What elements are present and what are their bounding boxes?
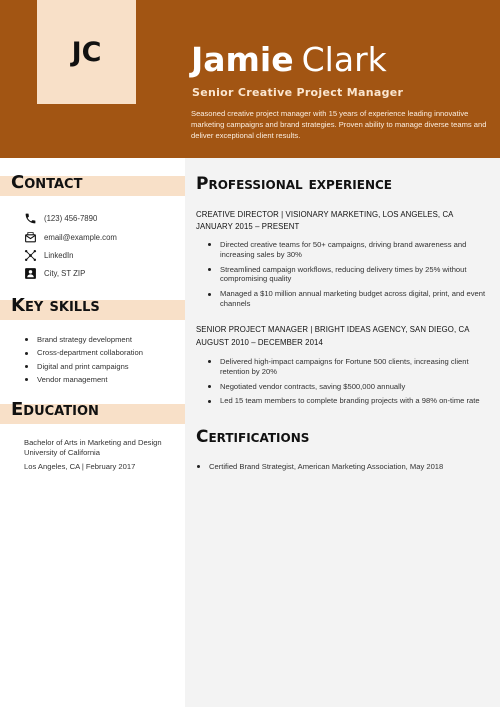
certification-item: Certified Brand Strategist, American Marketing Association, May 2018 (196, 462, 496, 472)
phone-icon (23, 211, 37, 225)
contact-heading: Contact (11, 172, 83, 193)
job-role: CREATIVE DIRECTOR | VISIONARY MARKETING, LOS ANGELES, CA (196, 210, 454, 219)
candidate-name (191, 40, 387, 80)
linkedin-text[interactable]: LinkedIn (44, 250, 74, 260)
job-role: SENIOR PROJECT MANAGER | BRIGHT IDEAS AGENCY, SAN DIEGO, CA (196, 325, 470, 334)
location-icon (23, 266, 37, 280)
job-bullet: Managed a $10 million annual marketing budget across digital, print, and event channels (207, 289, 487, 309)
experience-heading: Professional experience (196, 174, 392, 194)
monogram-initials: JC (71, 36, 102, 68)
job-bullet: Delivered high-impact campaigns for Fortune 500 clients, increasing client retention by 20% (207, 357, 487, 377)
last-name: Clark (301, 40, 387, 79)
education-heading: Education (11, 399, 99, 420)
job-dates: JANUARY 2015 – PRESENT (196, 222, 300, 231)
monogram-box (37, 0, 136, 104)
email-text[interactable]: email@example.com (44, 232, 117, 242)
job-bullet: Directed creative teams for 50+ campaigns, driving brand awareness and increasing sales by 30% (207, 240, 487, 260)
education-degree: Bachelor of Arts in Marketing and Design (24, 438, 162, 447)
job-bullet: Streamlined campaign workflows, reducing delivery times by 25% without compromising quality (207, 265, 487, 285)
skill-item: Cross-department collaboration (24, 348, 184, 358)
job-bullets (207, 357, 487, 411)
contact-linkedin[interactable] (23, 248, 74, 262)
skills-list (24, 335, 184, 385)
job-bullet: Led 15 team members to complete branding projects with a 98% on-time rate (207, 396, 487, 406)
linkedin-icon (23, 248, 37, 262)
education-location-date: Los Angeles, CA | February 2017 (24, 462, 136, 471)
job-dates: AUGUST 2010 – DECEMBER 2014 (196, 338, 323, 347)
email-icon (23, 230, 37, 244)
job-bullets (207, 240, 487, 314)
education-school: University of California (24, 448, 100, 457)
certifications-heading: Certifications (196, 427, 310, 447)
contact-location (23, 266, 86, 280)
profile-summary: Seasoned creative project manager with 15 years of experience leading innovative marketing campaigns and brand strategies. Proven ability to manage diverse teams and deliver exceptional client results. (191, 109, 487, 140)
contact-email[interactable] (23, 230, 117, 244)
skill-item: Vendor management (24, 375, 184, 385)
header-banner (0, 0, 500, 158)
location-text: City, ST ZIP (44, 268, 86, 278)
skill-item: Digital and print campaigns (24, 362, 184, 372)
phone-text: (123) 456-7890 (44, 213, 98, 223)
skill-item: Brand strategy development (24, 335, 184, 345)
job-title: Senior Creative Project Manager (192, 86, 404, 99)
contact-phone (23, 211, 98, 225)
job-bullet: Negotiated vendor contracts, saving $500,000 annually (207, 382, 487, 392)
skills-heading: Key skills (11, 295, 100, 316)
certifications-list (196, 462, 496, 472)
first-name: Jamie (191, 40, 294, 79)
